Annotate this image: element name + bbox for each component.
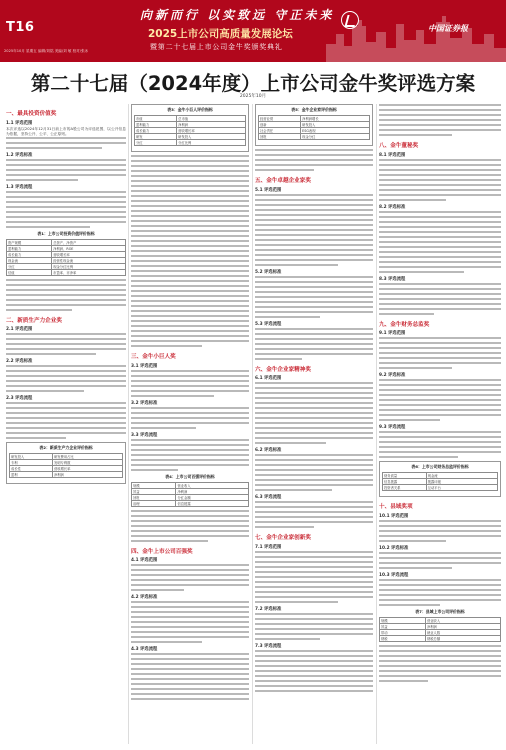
subsection-heading: 8.3 评选流程 (379, 276, 406, 282)
body-text-block (379, 159, 501, 201)
subsection-heading: 4.2 评选标准 (131, 595, 158, 600)
table-row: 分红 分红比例 (135, 140, 246, 146)
subsection-heading: 4.3 评选流程 (131, 647, 158, 652)
body-text-block (131, 510, 249, 542)
body-text-block (255, 382, 373, 444)
table-title: 表2：新质生产力企业评价指标 (39, 445, 93, 450)
table-row: 回报 分红金额 (132, 494, 249, 500)
table-row: 专利 发明专利数 (10, 460, 123, 466)
column-divider (252, 104, 253, 744)
body-text-block (255, 149, 373, 171)
body-text-block (131, 439, 249, 471)
body-text-block (255, 328, 373, 360)
body-text-block (379, 431, 501, 458)
subsection-heading: 2.3 评选流程 (6, 396, 33, 401)
subsection-heading: 3.2 评选标准 (131, 400, 158, 406)
subsection-heading: 6.3 评选流程 (255, 495, 282, 500)
table-row: 创新 研发投入 (259, 122, 370, 128)
table-row: 分红 现金分红比例 (7, 263, 126, 269)
subsection-heading: 7.1 评选范围 (255, 544, 282, 550)
subsection-heading: 3.3 评选流程 (131, 432, 158, 438)
newspaper-logo: 中国证券报 (428, 23, 468, 33)
table-row: 市值 总市值 (135, 116, 246, 122)
body-text-block (255, 454, 373, 491)
table-row: 经营业绩 净利润增长 (259, 116, 370, 122)
subsection-heading: 1.3 评选流程 (6, 184, 33, 190)
table-row: 治理 信息披露 (132, 500, 249, 506)
article-column-3 (255, 104, 373, 744)
body-text-block (131, 370, 249, 397)
article-column-2 (131, 104, 249, 744)
subsection-heading: 1.1 评选范围 (6, 120, 33, 126)
subsection-heading: 6.1 评选范围 (255, 376, 282, 381)
body-text-block (379, 211, 501, 273)
article-column-1 (6, 104, 126, 744)
body-text-block (255, 650, 373, 692)
indicator-table (134, 115, 246, 146)
page-number: T16 (6, 20, 35, 35)
table-row: 成长能力 营收增长率 (135, 128, 246, 134)
body-text-block (379, 283, 501, 315)
table-row: 财务质量 现金流 (383, 473, 498, 479)
table-row: 成长能力 营收增长率 (7, 251, 126, 257)
subsection-heading: 5.1 评选范围 (255, 187, 282, 193)
subsection-heading: 4.1 评选范围 (131, 558, 158, 563)
body-text-block (6, 333, 126, 355)
column-divider (376, 104, 377, 744)
table-row: 估值 市盈率、市净率 (7, 269, 126, 275)
subsection-heading: 9.1 评选范围 (379, 331, 406, 336)
table-row: 信息披露 披露评级 (383, 479, 498, 485)
subsection-heading: 2.1 评选范围 (6, 327, 33, 332)
event-logo-icon (341, 11, 359, 29)
body-text-block (379, 520, 501, 542)
subsection-heading: 7.2 评选标准 (255, 606, 282, 612)
subsection-heading: 9.3 评选流程 (379, 425, 406, 430)
table-title: 表6：上市公司财务总监评价指标 (411, 464, 469, 469)
page-title: 第二十七届（2024年度）上市公司金牛奖评选方案 (30, 72, 476, 95)
section-heading: 八、金牛董秘奖 (379, 143, 419, 149)
indicator-table (6, 239, 126, 276)
body-text-block (6, 402, 126, 439)
table-title: 表1：上市公司投资价值评价指标 (37, 230, 95, 236)
subsection-heading: 8.2 评选标准 (379, 204, 406, 210)
ceremony-title: 暨第二十七届上市公司金牛奖颁奖典礼 (150, 43, 283, 51)
body-text-block (6, 137, 126, 149)
forum-title: 2025上市公司高质量发展论坛 (148, 28, 293, 40)
body-text-block (131, 407, 249, 429)
table-row: 规模 营业收入 (380, 617, 501, 623)
issue-date-line: 2025年10月 星期五 编辑/刘铭 美编/刘 敏 校对/张冰 (4, 49, 89, 53)
section-heading: 二、新质生产力企业奖 (6, 317, 62, 324)
subsection-heading: 9.2 评选标准 (379, 373, 406, 378)
indicator-table (258, 115, 370, 140)
section-heading: 三、金牛小巨人奖 (131, 354, 176, 360)
header-banner (0, 0, 506, 62)
subsection-heading: 3.1 评选范围 (131, 363, 158, 369)
table-row: 投资者关系 互动平台 (383, 485, 498, 491)
body-text-block (379, 645, 501, 682)
subsection-heading: 7.3 评选流程 (255, 643, 282, 649)
indicator-table (379, 617, 501, 642)
article-date: 2025年10月 (239, 94, 267, 99)
section-heading: 七、金牛企业家创新奖 (255, 535, 311, 541)
table-row: 规模 营业收入 (132, 482, 249, 488)
subsection-heading: 1.2 评选标准 (6, 152, 33, 158)
table-row: 带动 就业人数 (380, 629, 501, 635)
table-row: 研发 研发投入 (135, 134, 246, 140)
section-heading: 四、金牛上市公司百强奖 (131, 548, 193, 555)
section-heading: 九、金牛财务总监奖 (379, 321, 430, 328)
body-text-block (6, 279, 126, 311)
subsection-heading: 10.2 评选标准 (379, 545, 409, 551)
table-row: 纳税 纳税总额 (380, 635, 501, 641)
body-text-block (255, 551, 373, 603)
table-row: 研发投入 研发费用占比 (10, 454, 123, 460)
body-text-block (6, 191, 126, 228)
body-text-block (131, 601, 249, 643)
table-title: 表5：金牛企业家评价指标 (291, 107, 337, 112)
subsection-heading: 8.1 评选范围 (379, 152, 406, 158)
body-text-block (131, 564, 249, 591)
subsection-heading: 2.2 评选标准 (6, 359, 33, 364)
column-divider (128, 104, 129, 744)
indicator-table (382, 472, 498, 491)
body-text-block (255, 194, 373, 266)
table-row: 效益 净利润 (380, 623, 501, 629)
body-text-block (255, 276, 373, 318)
table-row: 成长性 营收增长率 (10, 466, 123, 472)
table-row: 效益 净利润 (132, 488, 249, 494)
table-row: 盈利能力 净利润 (135, 122, 246, 128)
table-title: 表7：县域上市公司评价指标 (415, 608, 465, 614)
subsection-heading: 5.3 评选流程 (255, 321, 282, 327)
table-title: 表3：金牛小巨人评价指标 (167, 107, 213, 112)
table-row: 回报 现金分红 (259, 134, 370, 140)
subsection-heading: 6.2 评选标准 (255, 448, 282, 453)
indicator-table (9, 453, 123, 478)
section-heading: 一、最具投资价值奖 (6, 111, 57, 117)
table-row: 资产规模 总资产、净资产 (7, 239, 126, 245)
article-column-4 (379, 104, 501, 744)
body-text-block (379, 379, 501, 421)
banner-slogan: 向新而行 以实致远 守正未来 (140, 8, 335, 22)
body-text-block (131, 653, 249, 700)
body-text-block (379, 579, 501, 606)
table-row: 盈利 净利润 (10, 472, 123, 478)
indicator-table (131, 482, 249, 507)
section-heading: 十、县域奖项 (379, 504, 413, 510)
body-text: 本次评选以2024年12月31日前上市的A股公司为评选范围，以公开信息为依据，坚持公开、公平、公正原则。 (6, 126, 126, 136)
body-text-block (379, 104, 501, 136)
table-row: 现金流 经营性现金流 (7, 257, 126, 263)
subsection-heading: 5.2 评选标准 (255, 269, 282, 275)
table-title: 表4：上市公司百强评价指标 (165, 473, 215, 479)
body-text-block (6, 365, 126, 392)
subsection-heading: 10.3 评选流程 (379, 572, 409, 578)
section-heading: 六、金牛企业家精神奖 (255, 366, 311, 373)
body-text-block (255, 613, 373, 640)
table-row: 社会责任 ESG表现 (259, 128, 370, 134)
body-text-block (255, 501, 373, 528)
subsection-heading: 10.1 评选范围 (379, 513, 409, 519)
body-text-block (6, 159, 126, 181)
body-text-block (131, 155, 249, 347)
body-text-block (379, 337, 501, 369)
section-heading: 五、金牛卓越企业家奖 (255, 178, 311, 184)
table-row: 盈利能力 净利润、ROE (7, 245, 126, 251)
body-text-block (379, 552, 501, 569)
